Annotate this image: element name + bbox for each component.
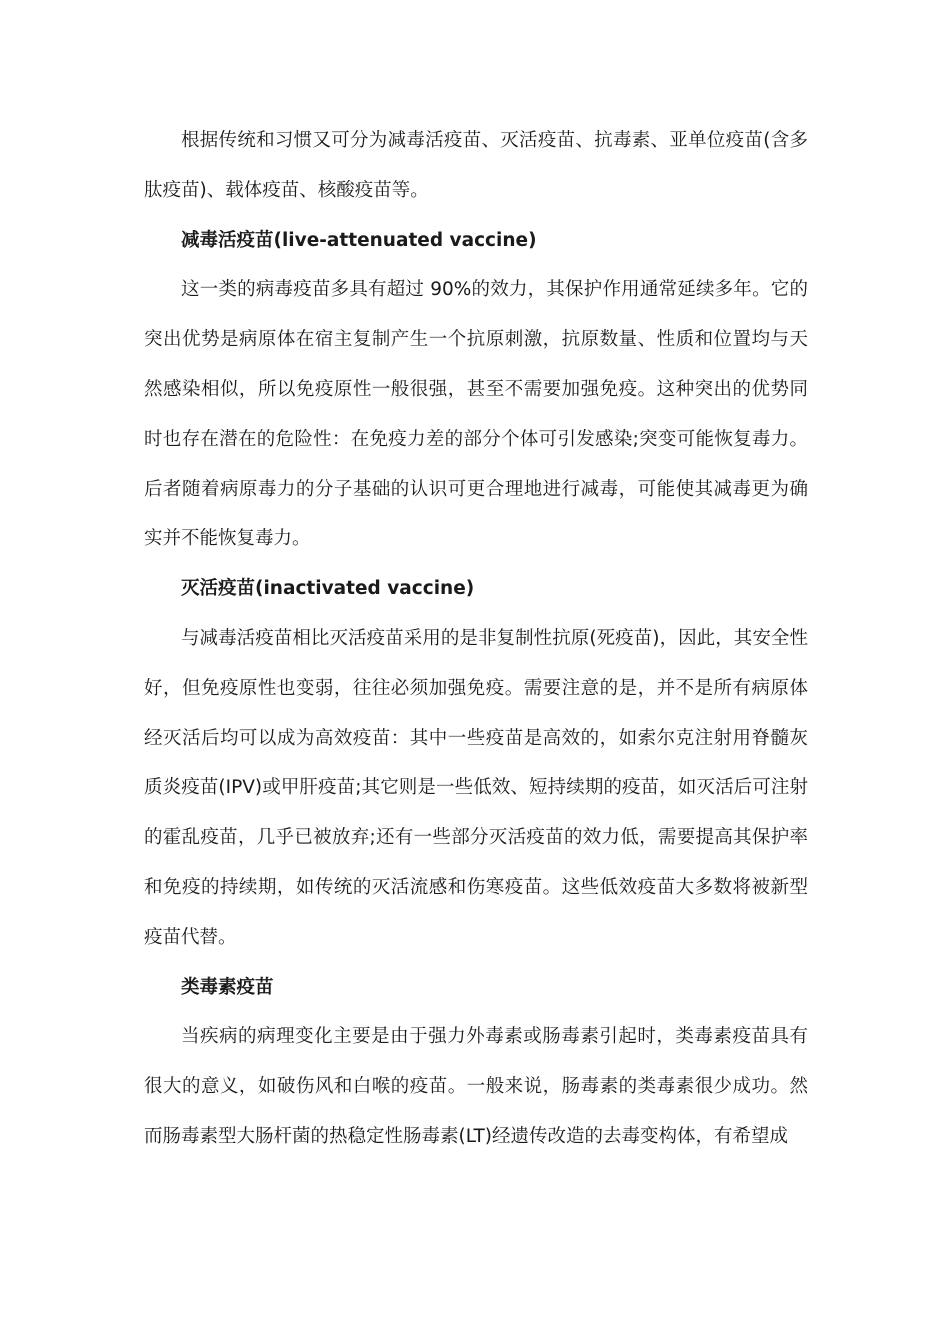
document-body	[144, 116, 808, 1162]
intro-paragraph: 根据传统和习惯又可分为减毒活疫苗、灭活疫苗、抗毒素、亚单位疫苗(含多肽疫苗)、载体疫苗、核酸疫苗等。	[144, 130, 808, 201]
section-heading-toxoid: 类毒素疫苗	[181, 976, 274, 998]
section-heading-live-attenuated: 减毒活疫苗(live-attenuated vaccine)	[181, 229, 537, 251]
section-paragraph-inactivated: 与减毒活疫苗相比灭活疫苗采用的是非复制性抗原(死疫苗)，因此，其安全性好，但免疫原性也变弱，往往必须加强免疫。需要注意的是，并不是所有病原体经灭活后均可以成为高效疫苗：其中一些疫苗是高效的，如索尔克注射用脊髓灰质炎疫苗(IPV)或甲肝疫苗;其它则是一些低效、短持续期的疫苗，如灭活后可注射的霍乱疫苗，几乎已被放弃;还有一些部分灭活疫苗的效力低，需要提高其保护率和免疫的持续期，如传统的灭活流感和伤寒疫苗。这些低效疫苗大多数将被新型疫苗代替。	[144, 627, 808, 948]
section-heading-inactivated: 灭活疫苗(inactivated vaccine)	[181, 578, 475, 600]
section-paragraph-live-attenuated: 这一类的病毒疫苗多具有超过 90%的效力，其保护作用通常延续多年。它的突出优势是病原体在宿主复制产生一个抗原刺激，抗原数量、性质和位置均与天然感染相似，所以免疫原性一般很强，甚至不需要加强免疫。这种突出的优势同时也存在潜在的危险性：在免疫力差的部分个体可引发感染;突变可能恢复毒力。后者随着病原毒力的分子基础的认识可更合理地进行减毒，可能使其减毒更为确实并不能恢复毒力。	[144, 279, 808, 550]
section-paragraph-toxoid: 当疾病的病理变化主要是由于强力外毒素或肠毒素引起时，类毒素疫苗具有很大的意义，如破伤风和白喉的疫苗。一般来说，肠毒素的类毒素很少成功。然而肠毒素型大肠杆菌的热稳定性肠毒素(LT)经遗传改造的去毒变构体，有希望成	[144, 1026, 808, 1147]
